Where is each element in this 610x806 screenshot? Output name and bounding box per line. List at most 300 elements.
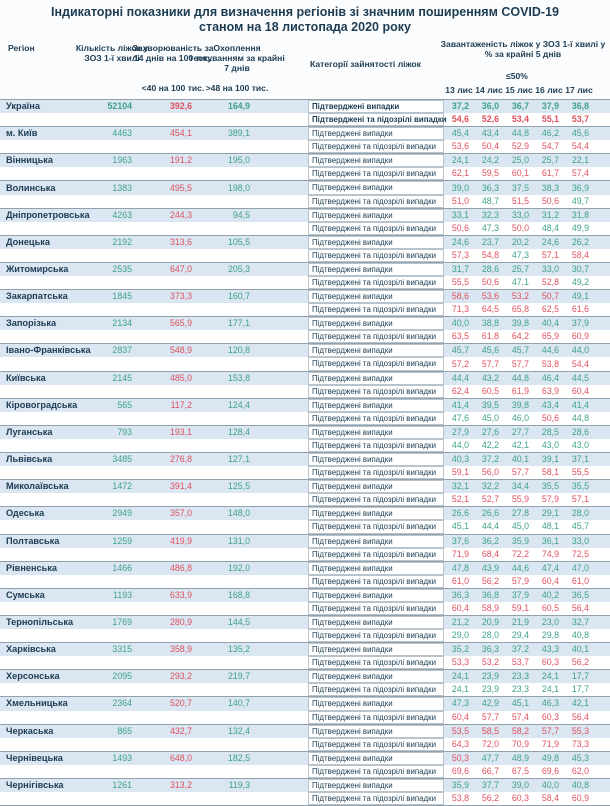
occupancy-value: 56,2	[481, 793, 499, 804]
occupancy-value: 60,4	[571, 385, 589, 396]
beds-count: 1383	[112, 182, 132, 193]
confirmed-row	[0, 127, 610, 140]
confirmed-row	[0, 399, 610, 412]
occupancy-value: 34,4	[511, 481, 529, 492]
occupancy-value: 37,6	[451, 535, 469, 546]
occupancy-value: 43,0	[541, 439, 559, 450]
occupancy-value: 60,5	[481, 385, 499, 396]
morbidity-value: 391,4	[169, 481, 192, 492]
occupancy-value: 23,9	[481, 671, 499, 682]
region-block	[0, 126, 610, 153]
testing-value: 124,4	[227, 399, 250, 410]
category-label-confirmed: Підтверджені випадки	[308, 209, 444, 222]
region-block	[0, 506, 610, 533]
occupancy-value: 61,7	[541, 168, 559, 179]
occupancy-value: 47,0	[571, 562, 589, 573]
confirmed-row	[0, 181, 610, 194]
occupancy-value: 74,9	[541, 548, 559, 559]
category-label-confirmed: Підтверджені випадки	[308, 507, 444, 520]
region-block	[0, 479, 610, 506]
region-name: Вінницька	[6, 155, 53, 166]
occupancy-value: 42,1	[571, 698, 589, 709]
beds-count: 2535	[112, 263, 132, 274]
column-header-occupancy: Завантаженість ліжок у ЗОЗ 1-ї хвилі у % за крайні 5 днів	[440, 39, 606, 59]
occupancy-value: 37,1	[571, 454, 589, 465]
region-name: Львівська	[6, 454, 53, 465]
region-name: Луганська	[6, 426, 53, 437]
category-label-confirmed-suspected: Підтверджені та підозрілі випадки	[308, 113, 444, 126]
occupancy-value: 48,9	[511, 752, 529, 763]
beds-count: 3485	[112, 454, 132, 465]
occupancy-value: 58,5	[481, 725, 499, 736]
occupancy-value: 21,2	[451, 617, 469, 627]
occupancy-value: 24,6	[451, 236, 469, 247]
occupancy-value: 47,3	[511, 249, 529, 260]
category-label-confirmed-suspected: Підтверджені та підозрілі випадки	[308, 602, 444, 615]
date-header: 16 лис	[535, 85, 563, 95]
occupancy-value: 57,9	[511, 575, 529, 586]
beds-count: 2949	[112, 508, 132, 519]
region-name: Чернігівська	[6, 779, 64, 790]
beds-count: 565	[117, 399, 132, 410]
morbidity-value: 313,2	[169, 779, 192, 790]
occupancy-value: 72,0	[481, 738, 499, 749]
occupancy-value: 58,2	[511, 725, 529, 736]
occupancy-value: 55,5	[451, 277, 469, 288]
region-name: Житомирська	[6, 263, 69, 274]
occupancy-value: 55,9	[511, 494, 529, 505]
occupancy-value: 61,8	[481, 331, 499, 342]
occupancy-value: 60,3	[511, 793, 529, 804]
morbidity-value: 191,2	[169, 155, 192, 166]
region-name: м. Київ	[6, 128, 38, 139]
confirmed-row	[0, 589, 610, 602]
occupancy-value: 59,5	[481, 168, 499, 179]
occupancy-value: 48,1	[541, 521, 559, 532]
beds-count: 1193	[113, 589, 132, 600]
category-label-confirmed: Підтверджені випадки	[308, 263, 444, 276]
occupancy-value: 47,4	[541, 562, 559, 573]
occupancy-value: 60,4	[451, 602, 469, 613]
occupancy-value: 61,0	[571, 575, 589, 586]
confirmed-row	[0, 535, 610, 548]
occupancy-value: 29,4	[511, 630, 529, 641]
region-name: Харківська	[6, 644, 56, 655]
occupancy-value: 49,1	[571, 291, 589, 302]
occupancy-value: 30,7	[571, 263, 589, 274]
confirmed-row	[0, 372, 610, 385]
occupancy-value: 44,0	[451, 439, 469, 450]
occupancy-value: 28,0	[481, 630, 499, 641]
morbidity-value: 648,0	[169, 752, 192, 763]
testing-value: 94,5	[232, 209, 250, 220]
occupancy-value: 28,0	[571, 508, 589, 519]
occupancy-value: 60,1	[511, 168, 529, 179]
occupancy-value: 62,5	[541, 304, 559, 315]
category-label-confirmed-suspected: Підтверджені та підозрілі випадки	[308, 765, 444, 778]
occupancy-value: 36,5	[571, 589, 589, 600]
occupancy-value: 69,6	[541, 765, 559, 776]
table-header	[0, 35, 610, 99]
occupancy-value: 71,9	[541, 738, 559, 749]
testing-value: 177,1	[227, 318, 250, 329]
occupancy-value: 72,5	[571, 548, 589, 559]
occupancy-value: 36,2	[481, 535, 499, 546]
occupancy-value: 62,0	[571, 765, 589, 776]
occupancy-value: 50,6	[481, 277, 499, 288]
occupancy-value: 31,2	[541, 209, 559, 220]
occupancy-value: 39,0	[511, 779, 529, 790]
morbidity-value: 276,8	[169, 454, 192, 465]
occupancy-value: 64,2	[511, 331, 529, 342]
testing-value: 219,7	[227, 671, 250, 682]
occupancy-value: 65,9	[541, 331, 559, 342]
column-header-morbidity: Захворюваність за 14 днів на 100 тис.	[132, 43, 214, 63]
occupancy-value: 37,2	[451, 101, 469, 112]
confirmed-row	[0, 209, 610, 222]
occupancy-value: 56,2	[481, 575, 499, 586]
testing-value: 205,3	[227, 263, 250, 274]
confirmed-suspected-row	[0, 140, 610, 153]
confirmed-suspected-row	[0, 602, 610, 615]
occupancy-value: 33,0	[571, 535, 589, 546]
occupancy-value: 31,7	[451, 263, 469, 274]
occupancy-value: 44,8	[511, 372, 529, 383]
occupancy-value: 60,4	[451, 711, 469, 722]
region-block	[0, 642, 610, 669]
confirmed-suspected-row	[0, 412, 610, 425]
occupancy-value: 47,1	[511, 277, 529, 288]
category-label-confirmed: Підтверджені випадки	[308, 480, 444, 493]
confirmed-suspected-row	[0, 113, 610, 126]
occupancy-value: 50,3	[451, 752, 469, 763]
confirmed-suspected-row	[0, 656, 610, 669]
confirmed-row	[0, 154, 610, 167]
occupancy-value: 24,1	[541, 684, 559, 695]
region-block	[0, 208, 610, 235]
occupancy-value: 44,0	[571, 345, 589, 356]
occupancy-value: 57,2	[451, 358, 469, 369]
occupancy-value: 57,7	[481, 711, 499, 722]
date-header: 13 лис	[445, 85, 473, 95]
category-label-confirmed: Підтверджені випадки	[308, 399, 444, 412]
beds-count: 3315	[112, 644, 132, 655]
occupancy-value: 52,1	[451, 494, 469, 505]
occupancy-value: 37,9	[571, 318, 589, 329]
region-name: Чернівецька	[6, 752, 63, 763]
category-label-confirmed-suspected: Підтверджені та підозрілі випадки	[308, 222, 444, 235]
occupancy-value: 35,5	[571, 481, 589, 492]
category-label-confirmed-suspected: Підтверджені та підозрілі випадки	[308, 738, 444, 751]
occupancy-value: 32,1	[451, 481, 469, 492]
occupancy-value: 45,7	[451, 345, 469, 356]
occupancy-value: 24,1	[541, 671, 559, 682]
occupancy-value: 57,7	[511, 358, 529, 369]
occupancy-value: 33,0	[511, 209, 529, 220]
category-label-confirmed-suspected: Підтверджені та підозрілі випадки	[308, 493, 444, 506]
occupancy-value: 39,8	[511, 318, 529, 329]
category-label-confirmed: Підтверджені випадки	[308, 589, 444, 602]
category-label-confirmed-suspected: Підтверджені та підозрілі випадки	[308, 792, 444, 805]
occupancy-value: 58,9	[481, 602, 499, 613]
occupancy-value: 40,4	[541, 318, 559, 329]
occupancy-value: 50,4	[481, 141, 499, 152]
beds-count: 2145	[112, 372, 132, 383]
occupancy-value: 54,6	[451, 114, 469, 125]
occupancy-value: 64,3	[451, 738, 469, 749]
occupancy-value: 42,9	[481, 698, 499, 709]
occupancy-value: 60,9	[571, 793, 589, 804]
confirmed-row	[0, 670, 610, 683]
occupancy-value: 57,3	[451, 249, 469, 260]
occupancy-value: 23,3	[511, 671, 529, 682]
category-label-confirmed: Підтверджені випадки	[308, 535, 444, 548]
occupancy-value: 55,5	[571, 467, 589, 478]
occupancy-value: 27,9	[451, 426, 469, 437]
region-name: Одеська	[6, 508, 45, 519]
confirmed-row	[0, 480, 610, 493]
occupancy-value: 53,6	[451, 141, 469, 152]
category-label-confirmed-suspected: Підтверджені та підозрілі випадки	[308, 140, 444, 153]
beds-count: 2364	[112, 698, 132, 709]
category-label-confirmed-suspected: Підтверджені та підозрілі випадки	[308, 711, 444, 724]
occupancy-value: 71,3	[451, 304, 469, 315]
occupancy-value: 33,0	[541, 263, 559, 274]
occupancy-value: 29,0	[451, 630, 469, 641]
confirmed-row	[0, 426, 610, 439]
occupancy-value: 71,9	[451, 548, 469, 559]
region-name: Миколаївська	[6, 481, 69, 492]
category-label-confirmed: Підтверджені випадки	[308, 236, 444, 249]
beds-count: 2192	[112, 236, 132, 247]
category-label-confirmed-suspected: Підтверджені та підозрілі випадки	[308, 520, 444, 533]
occupancy-value: 29,8	[541, 630, 559, 641]
category-label-confirmed-suspected: Підтверджені та підозрілі випадки	[308, 629, 444, 642]
occupancy-value: 27,7	[511, 426, 529, 437]
confirmed-row	[0, 779, 610, 792]
occupancy-value: 40,8	[571, 630, 589, 641]
region-block	[0, 180, 610, 207]
occupancy-value: 40,0	[451, 318, 469, 329]
occupancy-value: 23,7	[481, 236, 499, 247]
occupancy-value: 40,1	[571, 644, 589, 655]
testing-value: 148,0	[227, 508, 250, 519]
region-name: Запорізька	[6, 318, 57, 329]
category-label-confirmed: Підтверджені випадки	[308, 290, 444, 303]
occupancy-value: 53,8	[541, 358, 559, 369]
occupancy-value: 63,5	[451, 331, 469, 342]
beds-count: 1466	[112, 562, 132, 573]
occupancy-value: 23,0	[541, 617, 559, 627]
testing-value: 389,1	[227, 128, 250, 139]
occupancy-value: 50,6	[541, 412, 559, 423]
occupancy-value: 47,3	[451, 698, 469, 709]
occupancy-value: 43,3	[541, 644, 559, 655]
morbidity-value: 520,7	[169, 698, 192, 709]
region-name: Тернопільська	[6, 617, 74, 627]
occupancy-value: 43,4	[481, 128, 499, 139]
occupancy-value: 50,7	[541, 291, 559, 302]
occupancy-value: 40,8	[571, 779, 589, 790]
beds-count: 1845	[112, 291, 132, 302]
morbidity-value: 244,3	[169, 209, 192, 220]
confirmed-row	[0, 752, 610, 765]
confirmed-suspected-row	[0, 385, 610, 398]
occupancy-value: 57,4	[571, 168, 589, 179]
occupancy-value: 22,1	[571, 155, 589, 166]
category-label-confirmed: Підтверджені випадки	[308, 779, 444, 792]
region-block	[0, 751, 610, 778]
occupancy-value: 26,2	[571, 236, 589, 247]
occupancy-value: 53,7	[511, 657, 529, 668]
occupancy-value: 56,2	[571, 657, 589, 668]
confirmed-suspected-row	[0, 711, 610, 724]
testing-value: 153,8	[227, 372, 250, 383]
occupancy-value: 64,5	[481, 304, 499, 315]
region-block	[0, 235, 610, 262]
occupancy-value: 45,1	[451, 521, 469, 532]
date-header: 17 лис	[565, 85, 593, 95]
column-header-testing: Охоплення тестуванням за крайні 7 днів	[189, 43, 285, 73]
region-name: Хмельницька	[6, 698, 68, 709]
occupancy-value: 32,2	[481, 481, 499, 492]
occupancy-threshold: ≤50%	[506, 71, 528, 81]
region-name: Україна	[6, 101, 40, 112]
region-block	[0, 561, 610, 588]
testing-value: 168,8	[227, 589, 250, 600]
region-block	[0, 153, 610, 180]
occupancy-value: 45,4	[451, 128, 469, 139]
region-block	[0, 398, 610, 425]
beds-count: 4263	[112, 209, 132, 220]
region-block	[0, 262, 610, 289]
occupancy-value: 48,4	[541, 222, 559, 233]
region-block	[0, 343, 610, 370]
occupancy-value: 46,3	[541, 698, 559, 709]
category-label-confirmed: Підтверджені випадки	[308, 426, 444, 439]
beds-count: 865	[117, 725, 132, 736]
confirmed-suspected-row	[0, 629, 610, 642]
region-block	[0, 669, 610, 696]
confirmed-suspected-row	[0, 548, 610, 561]
occupancy-value: 37,5	[511, 182, 529, 193]
occupancy-value: 44,8	[511, 128, 529, 139]
occupancy-value: 53,3	[451, 657, 469, 668]
testing-value: 120,8	[227, 345, 250, 356]
region-block	[0, 452, 610, 479]
date-header: 15 лис	[505, 85, 533, 95]
region-block	[0, 588, 610, 615]
occupancy-value: 36,8	[571, 101, 589, 112]
region-name: Сумська	[6, 589, 45, 600]
occupancy-value: 26,6	[481, 508, 499, 519]
occupancy-value: 45,0	[481, 412, 499, 423]
occupancy-value: 50,0	[511, 222, 529, 233]
page-title	[0, 0, 610, 35]
occupancy-value: 57,7	[511, 467, 529, 478]
occupancy-value: 47,6	[451, 412, 469, 423]
category-label-confirmed: Підтверджені випадки	[308, 643, 444, 656]
beds-count: 1493	[112, 752, 132, 763]
occupancy-value: 25,7	[511, 263, 529, 274]
region-block	[0, 615, 610, 642]
morbidity-value: 565,9	[169, 318, 192, 329]
confirmed-suspected-row	[0, 738, 610, 751]
testing-value: 128,4	[227, 426, 250, 437]
confirmed-row	[0, 290, 610, 303]
date-header: 14 лис	[475, 85, 503, 95]
occupancy-value: 36,8	[481, 589, 499, 600]
occupancy-value: 37,2	[481, 454, 499, 465]
confirmed-suspected-row	[0, 222, 610, 235]
morbidity-value: 486,8	[169, 562, 192, 573]
page-title-line1: Індикаторні показники для визначення регіонів зі значним поширенням COVID-19	[51, 5, 559, 19]
occupancy-value: 39,5	[481, 399, 499, 410]
occupancy-value: 47,8	[451, 562, 469, 573]
occupancy-value: 67,5	[511, 765, 529, 776]
confirmed-row	[0, 643, 610, 656]
occupancy-value: 59,1	[451, 467, 469, 478]
occupancy-value: 52,8	[541, 277, 559, 288]
occupancy-value: 41,4	[571, 399, 589, 410]
column-header-region: Регіон	[8, 43, 35, 53]
occupancy-value: 47,3	[481, 222, 499, 233]
category-label-confirmed: Підтверджені випадки	[308, 372, 444, 385]
beds-count: 4463	[112, 128, 132, 139]
occupancy-value: 17,7	[571, 671, 589, 682]
occupancy-value: 52,9	[511, 141, 529, 152]
beds-count: 1259	[112, 535, 132, 546]
occupancy-value: 50,6	[451, 222, 469, 233]
occupancy-value: 44,4	[481, 521, 499, 532]
morbidity-value: 485,0	[169, 372, 192, 383]
confirmed-row	[0, 344, 610, 357]
region-block	[0, 289, 610, 316]
occupancy-value: 44,5	[571, 372, 589, 383]
occupancy-value: 49,7	[571, 195, 589, 206]
occupancy-value: 47,7	[481, 752, 499, 763]
confirmed-suspected-row	[0, 575, 610, 588]
occupancy-value: 73,3	[571, 738, 589, 749]
confirmed-row	[0, 100, 610, 113]
occupancy-value: 46,0	[511, 412, 529, 423]
occupancy-value: 29,1	[541, 508, 559, 519]
confirmed-suspected-row	[0, 683, 610, 696]
occupancy-value: 25,0	[511, 155, 529, 166]
region-name: Дніпропетровська	[6, 209, 90, 220]
occupancy-value: 57,9	[541, 494, 559, 505]
occupancy-value: 24,6	[541, 236, 559, 247]
category-label-confirmed-suspected: Підтверджені та підозрілі випадки	[308, 276, 444, 289]
occupancy-value: 35,9	[511, 535, 529, 546]
confirmed-suspected-row	[0, 520, 610, 533]
occupancy-value: 36,3	[451, 589, 469, 600]
confirmed-suspected-row	[0, 493, 610, 506]
beds-count: 1963	[112, 155, 132, 166]
region-block	[0, 724, 610, 751]
category-label-confirmed: Підтверджені випадки	[308, 344, 444, 357]
region-block	[0, 371, 610, 398]
testing-value: 192,0	[227, 562, 250, 573]
occupancy-value: 53,6	[481, 291, 499, 302]
region-name: Донецька	[6, 236, 50, 247]
occupancy-value: 37,7	[481, 779, 499, 790]
morbidity-value: 548,9	[169, 345, 192, 356]
occupancy-value: 61,9	[511, 385, 529, 396]
category-label-confirmed-suspected: Підтверджені та підозрілі випадки	[308, 357, 444, 370]
region-block	[0, 696, 610, 723]
category-label-confirmed-suspected: Підтверджені та підозрілі випадки	[308, 548, 444, 561]
